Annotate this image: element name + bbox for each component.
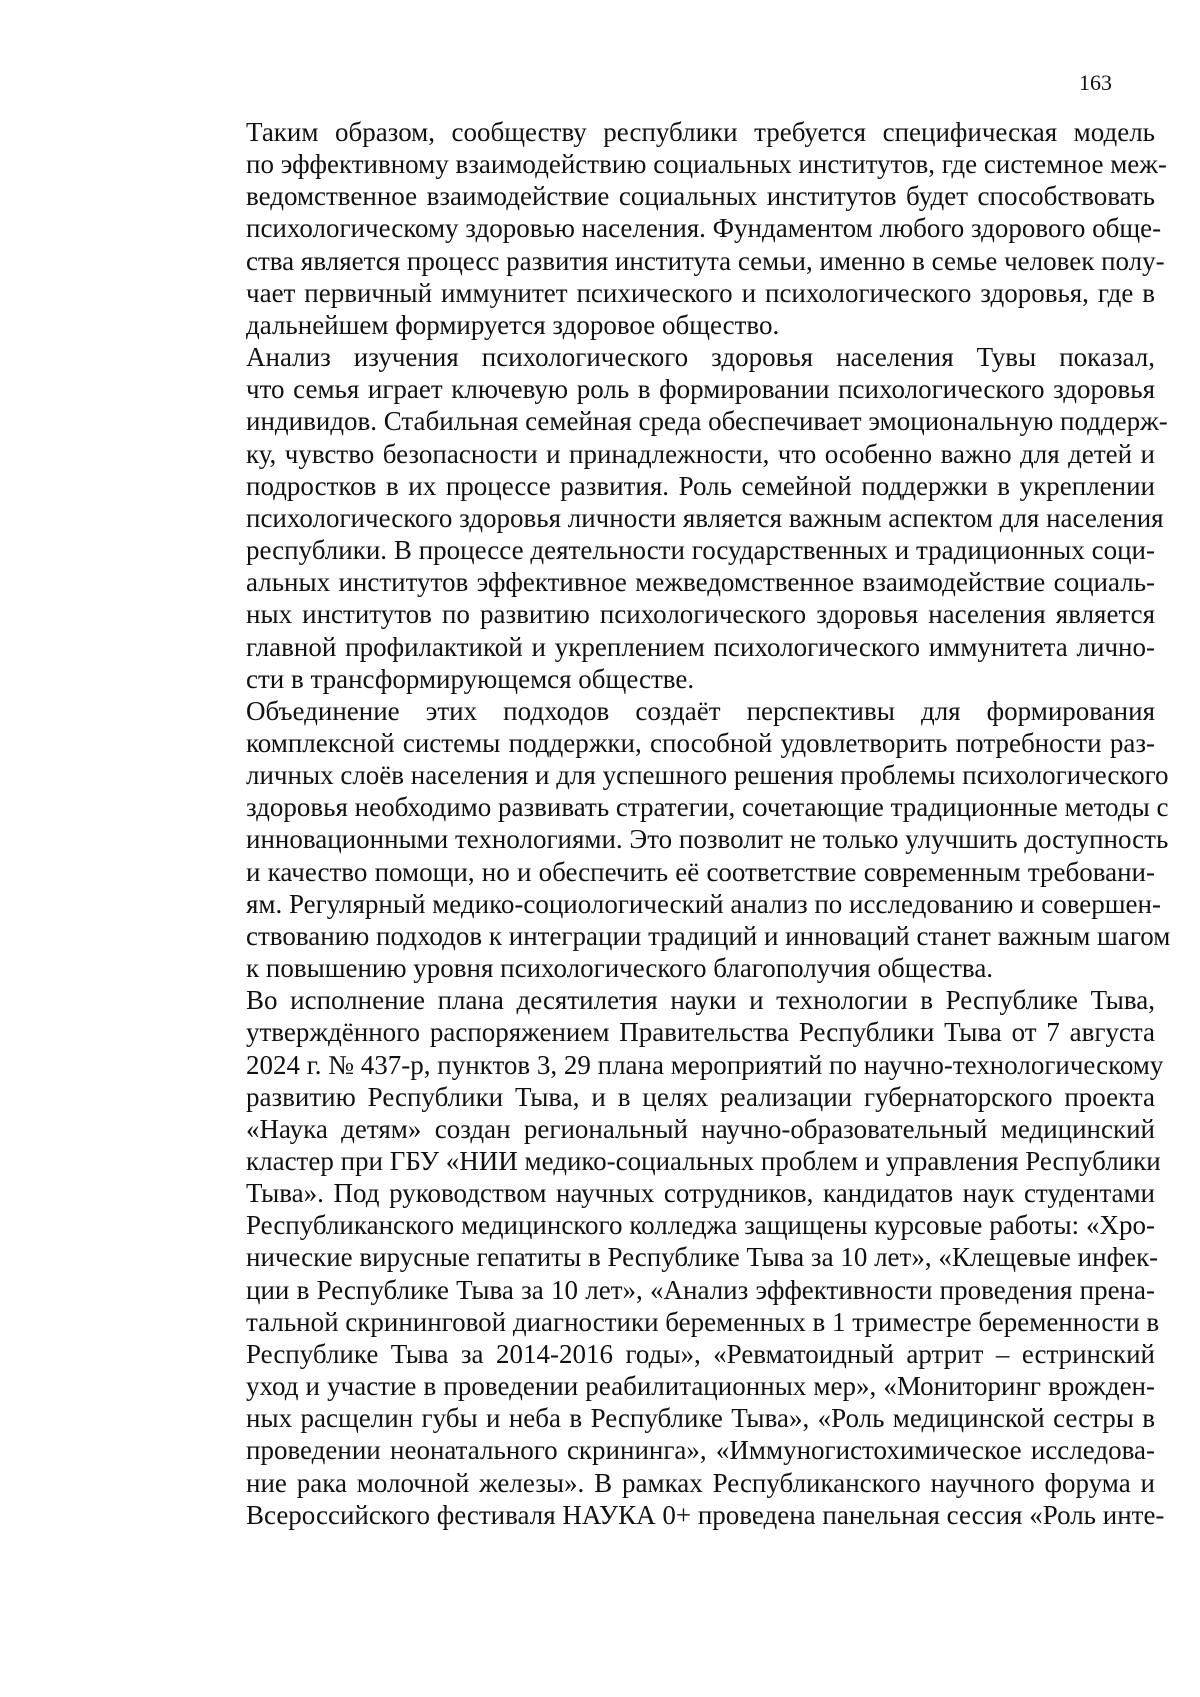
text-line: подростков в их процессе развития. Роль семейной поддержки в укреплении xyxy=(246,470,1155,501)
text-line: ных институтов по развитию психологического здоровья населения является xyxy=(246,599,1155,630)
text-line: комплексной системы поддержки, способной удовлетворить потребности раз- xyxy=(246,727,1155,758)
text-line: к повышению уровня психологического благополучия общества. xyxy=(246,953,994,984)
text-line: индивидов. Стабильная семейная среда обеспечивает эмоциональную поддерж- xyxy=(246,406,1168,437)
text-line: утверждённого распоряжением Правительства Республики Тыва от 7 августа xyxy=(246,1017,1155,1048)
text-line: Анализ изучения психологического здоровья населения Тувы показал, xyxy=(246,342,1155,373)
text-line: Тыва». Под руководством научных сотрудников, кандидатов наук студентами xyxy=(246,1178,1155,1209)
text-line: Объединение этих подходов создаёт перспективы для формирования xyxy=(246,695,1155,726)
text-line: альных институтов эффективное межведомственное взаимодействие социаль- xyxy=(246,567,1155,598)
text-line: Республиканского медицинского колледжа защищены курсовые работы: «Хро- xyxy=(246,1210,1155,1241)
text-line: инновационными технологиями. Это позволит не только улучшить доступность xyxy=(246,824,1169,855)
text-line: нические вирусные гепатиты в Республике Тыва за 10 лет», «Клещевые инфек- xyxy=(246,1242,1159,1273)
text-line: ства является процесс развития института семьи, именно в семье человек полу- xyxy=(246,245,1165,276)
text-line: Всероссийского фестиваля НАУКА 0+ проведена панельная сессия «Роль инте- xyxy=(246,1499,1165,1530)
body-text xyxy=(176,116,1171,1531)
text-line: психологического здоровья личности является важным аспектом для населения xyxy=(246,502,1164,533)
text-line: ку, чувство безопасности и принадлежности, что особенно важно для детей и xyxy=(246,438,1155,469)
text-line: психологическому здоровью населения. Фундаментом любого здорового обще- xyxy=(246,213,1162,244)
text-line: и качество помощи, но и обеспечить её соответствие современным требовани- xyxy=(246,856,1155,887)
text-line: чает первичный иммунитет психического и психологического здоровья, где в xyxy=(246,277,1155,308)
page-number: 163 xyxy=(1079,70,1112,95)
text-line: развитию Республики Тыва, и в целях реализации губернаторского проекта xyxy=(246,1081,1155,1112)
paragraph xyxy=(176,984,1165,1531)
text-line: личных слоёв населения и для успешного решения проблемы психологического xyxy=(246,760,1169,791)
text-line: ние рака молочной железы». В рамках Республиканского научного форума и xyxy=(246,1467,1155,1498)
text-line: главной профилактикой и укреплением психологического иммунитета лично- xyxy=(246,631,1155,662)
text-line: уход и участие в проведении реабилитационных мер», «Мониторинг врожден- xyxy=(246,1371,1155,1402)
text-line: проведении неонатального скрининга», «Иммуногистохимическое исследова- xyxy=(246,1435,1155,1466)
text-line: Таким образом, сообществу республики требуется специфическая модель xyxy=(246,117,1155,147)
text-line: тальной скрининговой диагностики беременных в 1 триместре беременности в xyxy=(246,1306,1160,1337)
text-line: Во исполнение плана десятилетия науки и технологии в Республике Тыва, xyxy=(246,985,1155,1016)
text-line: кластер при ГБУ «НИИ медико-социальных проблем и управления Республики xyxy=(246,1146,1161,1176)
text-line: по эффективному взаимодействию социальных институтов, где системное меж- xyxy=(246,149,1167,180)
text-line: ных расщелин губы и неба в Республике Тыва», «Роль медицинской сестры в xyxy=(246,1403,1155,1434)
paragraph xyxy=(176,341,1168,695)
text-line: ям. Регулярный медико-социологический анализ по исследованию и совершен- xyxy=(246,888,1161,919)
text-line: здоровья необходимо развивать стратегии, сочетающие традиционные методы с xyxy=(246,792,1169,823)
text-line: ведомственное взаимодействие социальных институтов будет способствовать xyxy=(246,181,1155,212)
text-line: дальнейшем формируется здоровое общество. xyxy=(246,309,780,340)
text-line: что семья играет ключевую роль в формировании психологического здоровья xyxy=(246,374,1155,405)
paragraph xyxy=(176,695,1171,984)
text-line: Республике Тыва за 2014-2016 годы», «Ревматоидный артрит – естринский xyxy=(246,1338,1155,1369)
text-line: ствованию подходов к интеграции традиций и инноваций станет важным шагом xyxy=(246,920,1171,951)
text-line: республики. В процессе деятельности государственных и традиционных соци- xyxy=(246,535,1155,566)
text-line: ции в Республике Тыва за 10 лет», «Анализ эффективности проведения прена- xyxy=(246,1274,1155,1305)
text-line: «Наука детям» создан региональный научно-образовательный медицинский xyxy=(246,1113,1155,1144)
text-line: 2024 г. № 437-р, пунктов 3, 29 плана мероприятий по научно-технологическому xyxy=(246,1049,1164,1080)
text-line: сти в трансформирующемся обществе. xyxy=(246,663,695,694)
paragraph xyxy=(176,116,1167,341)
